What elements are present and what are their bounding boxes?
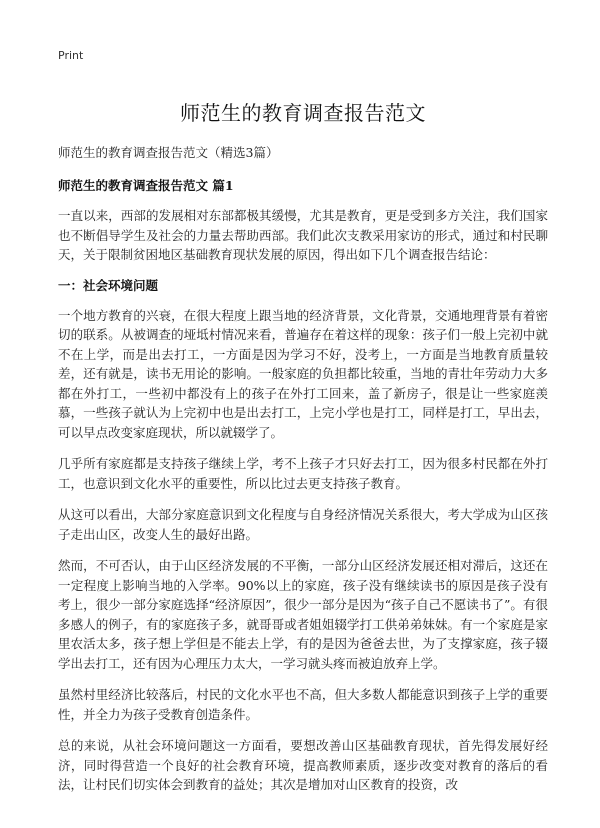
- document-title: 师范生的教育调查报告范文: [180, 101, 426, 125]
- section-heading: 一：社会环境问题: [58, 277, 159, 293]
- body-paragraph: 然而，不可否认，由于山区经济发展的不平衡，一部分山区经济发展还相对滞后，这还在一定程度上影响当地的入学率。90%以上的家庭，孩子没有继续读书的原因是孩子没有考上，很少一部分家庭选择“经济原因”，很少一部分是因为“孩子自己不愿读书了”。有很多感人的例子，有的家庭孩子多，就哥哥或者姐姐辍学打工供弟弟妹妹。有一个家庭是家里农活太多，孩子想上学但是不能去上学，有的是因为爸爸去世，为了支撑家庭，孩子辍学出去打工，还有因为心理压力太大，一学习就头疼而被迫放弃上学。: [58, 558, 548, 671]
- intro-paragraph: 一直以来，西部的发展相对东部都极其缓慢，尤其是教育，更是受到多方关注，我们国家也不断倡导学生及社会的力量去帮助西部。我们此次支教采用家访的形式，通过和村民聊天，关于限制贫困地区基础教育现状发展的原因，得出如下几个调查报告结论：: [58, 208, 548, 262]
- body-paragraph: 总的来说，从社会环境问题这一方面看，要想改善山区基础教育现状，首先得发展好经济，同时得营造一个良好的社会教育环境，提高教师素质，逐步改变对教育的落后的看法，让村民们切实体会到教育的益处；其次是增加对山区教育的投资，改: [58, 738, 548, 792]
- article-heading: 师范生的教育调查报告范文 篇1: [58, 178, 234, 193]
- document-subtitle: 师范生的教育调查报告范文（精选3篇）: [58, 145, 279, 160]
- body-paragraph: 虽然村里经济比较落后，村民的文化水平也不高，但大多数人都能意识到孩子上学的重要性，并全力为孩子受教育创造条件。: [58, 687, 548, 722]
- body-paragraph: 从这可以看出，大部分家庭意识到文化程度与自身经济情况关系很大，考大学成为山区孩子走出山区，改变人生的最好出路。: [58, 507, 548, 542]
- body-paragraph: 一个地方教育的兴衰，在很大程度上跟当地的经济背景，文化背景，交通地理背景有着密切的联系。从被调查的垭坻村情况来看，普遍存在着这样的现象：孩子们一般上完初中就不在上学，而是出去打工，一方面是因为学习不好，没考上，一方面是当地教育质量较差，还有就是，读书无用论的影响。一般家庭的负担都比较重，当地的青壮年劳动力大多都在外打工，一些初中都没有上的孩子在外打工回来，盖了新房子，很是让一些家庭羡慕，一些孩子就认为上完初中也是出去打工，上完小学也是打工，同样是打工，早出去，可以早点改变家庭现状，所以就辍学了。: [58, 307, 548, 440]
- article-body: [58, 206, 548, 795]
- body-paragraph: 几乎所有家庭都是支持孩子继续上学，考不上孩子才只好去打工，因为很多村民都在外打工，也意识到文化水平的重要性，所以比过去更支持孩子教育。: [58, 456, 548, 491]
- print-link[interactable]: Print: [58, 49, 84, 62]
